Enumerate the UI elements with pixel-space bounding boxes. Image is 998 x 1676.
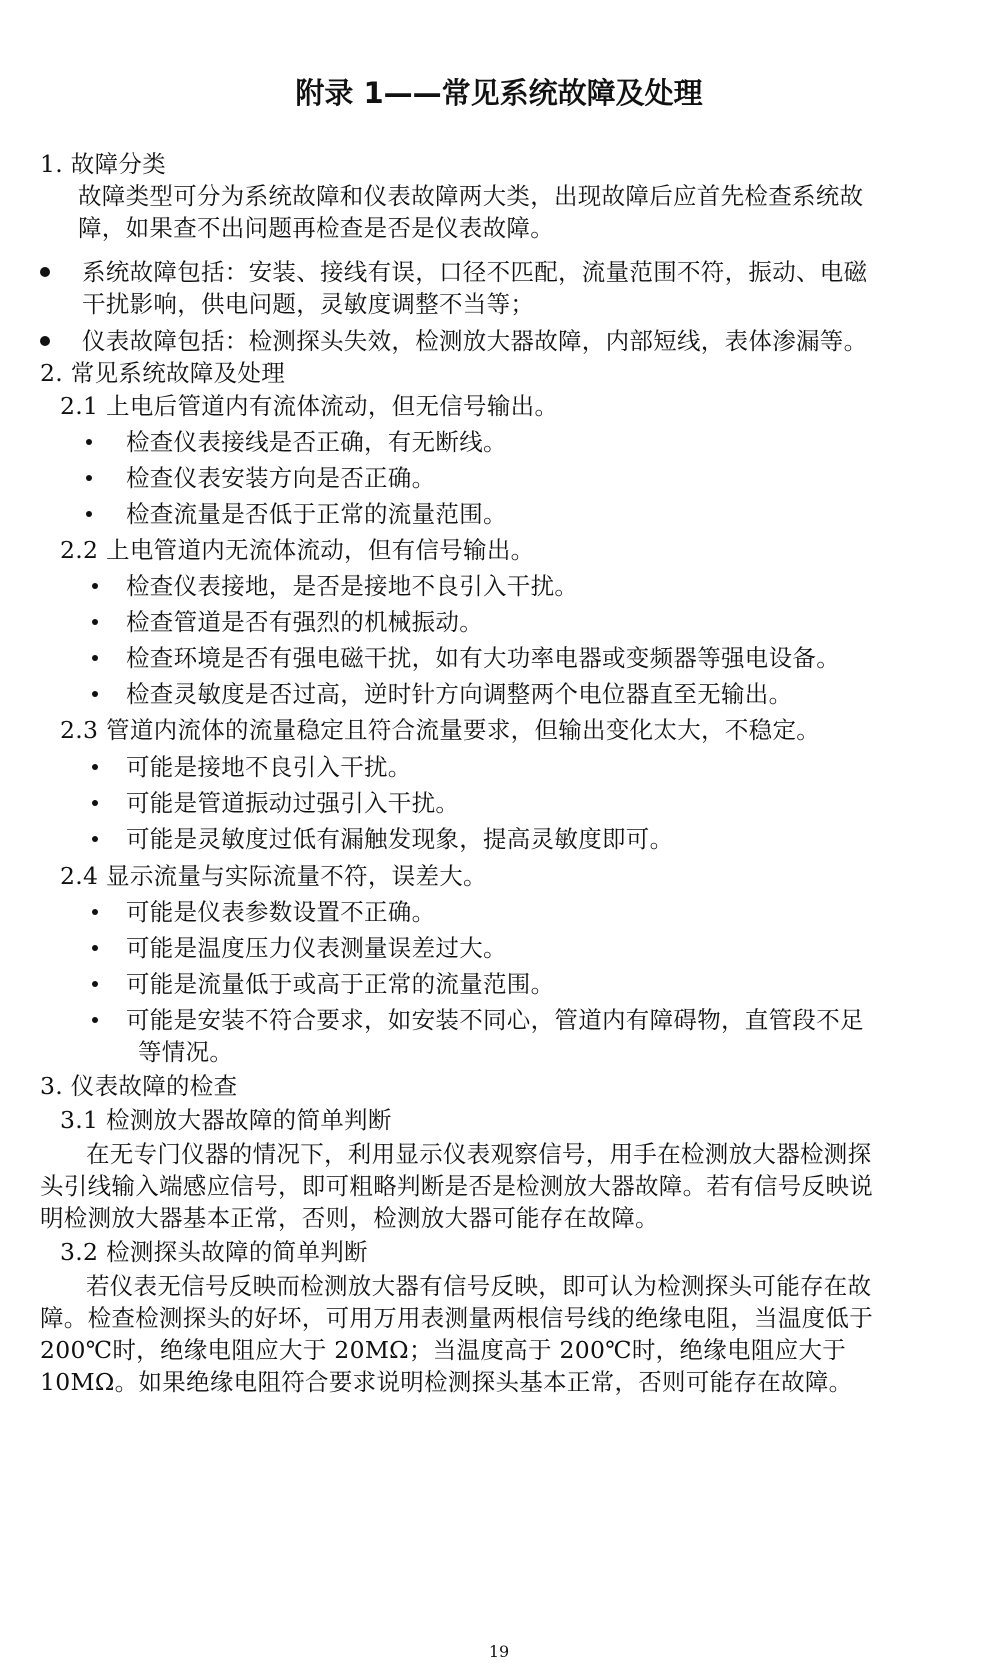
section-1-heading: 1. 故障分类 — [40, 150, 166, 178]
section-3-2-line-4: 10MΩ。如果绝缘电阻符合要求说明检测探头基本正常，否则可能存在故障。 — [40, 1368, 853, 1396]
list-item: 可能是仪表参数设置不正确。 — [126, 898, 436, 926]
system-fault-line-1: 系统故障包括：安装、接线有误，口径不匹配，流量范围不符，振动、电磁 — [82, 258, 868, 286]
section-3-1-line-3: 明检测放大器基本正常，否则，检测放大器可能存在故障。 — [40, 1204, 659, 1232]
instrument-fault-line: 仪表故障包括：检测探头失效，检测放大器故障，内部短线，表体渗漏等。 — [82, 327, 868, 355]
section-2-4-heading: 2.4 显示流量与实际流量不符，误差大。 — [60, 862, 487, 890]
section-3-2-heading: 3.2 检测探头故障的简单判断 — [60, 1238, 368, 1266]
bullet-icon — [92, 981, 98, 987]
bullet-icon — [92, 619, 98, 625]
list-item: 检查环境是否有强电磁干扰，如有大功率电器或变频器等强电设备。 — [126, 644, 840, 672]
list-item: 检查管道是否有强烈的机械振动。 — [126, 608, 483, 636]
bullet-icon — [40, 267, 50, 277]
section-2-heading: 2. 常见系统故障及处理 — [40, 359, 285, 387]
section-3-heading: 3. 仪表故障的检查 — [40, 1072, 238, 1100]
bullet-icon — [92, 583, 98, 589]
list-item: 检查流量是否低于正常的流量范围。 — [126, 500, 507, 528]
section-1-para-line-1: 故障类型可分为系统故障和仪表故障两大类，出现故障后应首先检查系统故 — [78, 182, 864, 210]
list-item: 可能是安装不符合要求，如安装不同心，管道内有障碍物，直管段不足 — [126, 1006, 864, 1034]
bullet-icon — [40, 336, 50, 346]
list-item: 检查灵敏度是否过高，逆时针方向调整两个电位器直至无输出。 — [126, 680, 793, 708]
section-2-2-heading: 2.2 上电管道内无流体流动，但有信号输出。 — [60, 536, 535, 564]
list-item: 检查仪表接线是否正确，有无断线。 — [126, 428, 507, 456]
list-item: 可能是管道振动过强引入干扰。 — [126, 789, 460, 817]
bullet-icon — [86, 511, 92, 517]
page-number: 19 — [488, 1642, 510, 1661]
list-item: 可能是温度压力仪表测量误差过大。 — [126, 934, 507, 962]
bullet-icon — [92, 909, 98, 915]
bullet-icon — [92, 655, 98, 661]
bullet-icon — [92, 800, 98, 806]
list-item: 检查仪表接地，是否是接地不良引入干扰。 — [126, 572, 579, 600]
section-1-para-line-2: 障，如果查不出问题再检查是否是仪表故障。 — [78, 214, 554, 242]
bullet-icon — [92, 1017, 98, 1023]
section-2-3-heading: 2.3 管道内流体的流量稳定且符合流量要求，但输出变化太大，不稳定。 — [60, 716, 821, 744]
list-item: 检查仪表安装方向是否正确。 — [126, 464, 436, 492]
list-item-continuation: 等情况。 — [138, 1038, 234, 1066]
bullet-icon — [92, 945, 98, 951]
bullet-icon — [92, 836, 98, 842]
page-title: 附录 1——常见系统故障及处理 — [295, 76, 703, 110]
system-fault-line-2: 干扰影响，供电问题，灵敏度调整不当等； — [82, 290, 535, 318]
list-item: 可能是流量低于或高于正常的流量范围。 — [126, 970, 555, 998]
bullet-icon — [92, 764, 98, 770]
section-3-1-line-2: 头引线输入端感应信号，即可粗略判断是否是检测放大器故障。若有信号反映说 — [40, 1172, 873, 1200]
section-3-1-heading: 3.1 检测放大器故障的简单判断 — [60, 1106, 392, 1134]
section-3-1-line-1: 在无专门仪器的情况下，利用显示仪表观察信号，用手在检测放大器检测探 — [86, 1140, 872, 1168]
section-3-2-line-2: 障。检查检测探头的好坏，可用万用表测量两根信号线的绝缘电阻，当温度低于 — [40, 1304, 873, 1332]
bullet-icon — [92, 691, 98, 697]
section-2-1-heading: 2.1 上电后管道内有流体流动，但无信号输出。 — [60, 392, 559, 420]
bullet-icon — [86, 439, 92, 445]
list-item: 可能是接地不良引入干扰。 — [126, 753, 412, 781]
section-3-2-line-1: 若仪表无信号反映而检测放大器有信号反映，即可认为检测探头可能存在故 — [86, 1272, 872, 1300]
section-3-2-line-3: 200℃时，绝缘电阻应大于 20MΩ；当温度高于 200℃时，绝缘电阻应大于 — [40, 1336, 847, 1364]
list-item: 可能是灵敏度过低有漏触发现象，提高灵敏度即可。 — [126, 825, 674, 853]
bullet-icon — [86, 475, 92, 481]
